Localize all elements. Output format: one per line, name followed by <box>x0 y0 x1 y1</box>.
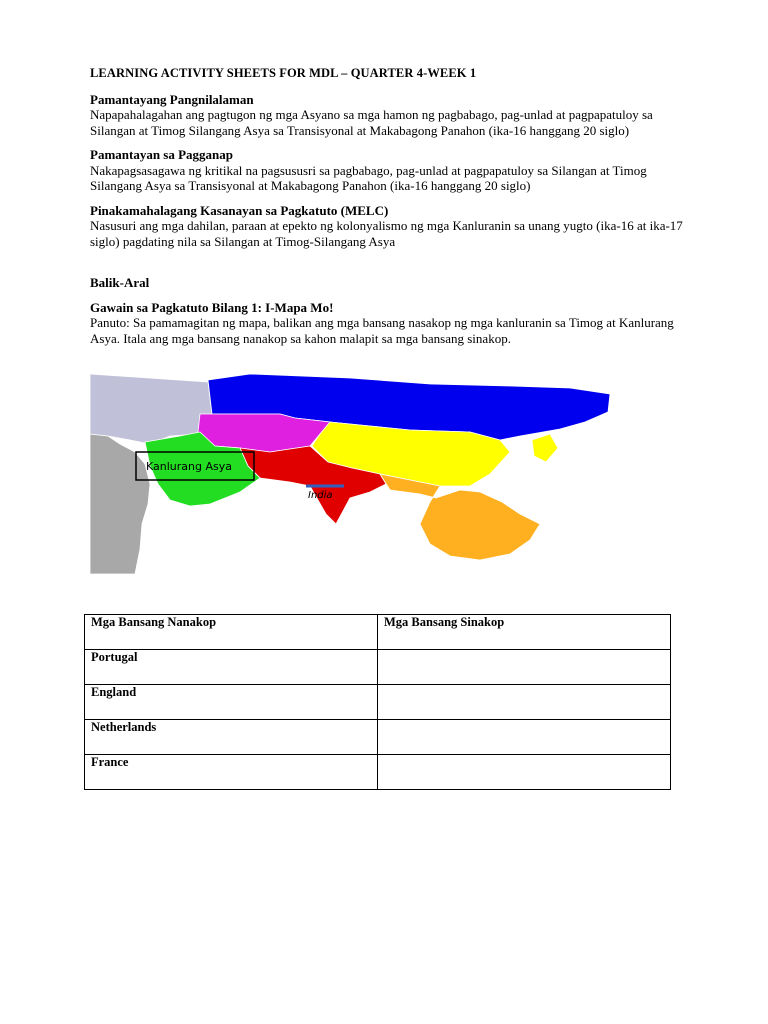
answer-table <box>84 614 671 790</box>
table-row <box>85 685 671 720</box>
section-activity <box>90 300 690 347</box>
west-asia-label: Kanlurang Asya <box>146 460 232 473</box>
table-header-row <box>85 615 671 650</box>
colonizer-cell: France <box>85 755 378 790</box>
india-label: India <box>308 490 333 501</box>
document-title: LEARNING ACTIVITY SHEETS FOR MDL – QUARTER 4-WEEK 1 <box>90 66 477 80</box>
section-body: Nakapagsasagawa ng kritikal na pagsususri sa pagbabago, pag-unlad at pagpapatuloy sa Silangan at Timog Silangang Asya sa Transisyonal at Makabagong Panahon (ika-16 hanggang 20 siglo) <box>90 162 647 193</box>
review-heading: Balik-Aral <box>90 275 150 290</box>
colonized-answer-cell[interactable] <box>378 650 671 685</box>
section-body: Napapahalagahan ang pagtugon ng mga Asyano sa mga hamon ng pagbabago, pag-unlad at pagpapatuloy sa Silangan at Timog Silangang Asya sa Transisyonal at Makabagong Panahon (ika-16 hanggang 20 siglo) <box>90 107 653 138</box>
table-header-cell: Mga Bansang Nanakop <box>85 615 378 650</box>
section-content-standard <box>90 92 690 139</box>
colonizer-cell: Netherlands <box>85 720 378 755</box>
asia-map <box>90 374 626 574</box>
colonizer-cell: England <box>85 685 378 720</box>
worksheet-text <box>90 66 690 355</box>
activity-instructions: Panuto: Sa pamamagitan ng mapa, balikan ang mga bansang nasakop ng mga kanluranin sa Timog at Kanlurang Asya. Itala ang mga bansang nanakop sa kahon malapit sa mga bansang sinakop. <box>90 315 674 346</box>
section-heading: Pinakamahalagang Kasanayan sa Pagkatuto (MELC) <box>90 202 389 218</box>
colonized-answer-cell[interactable] <box>378 755 671 790</box>
table-row <box>85 755 671 790</box>
section-heading: Pamantayan sa Pagganap <box>90 147 234 162</box>
section-melc <box>90 203 690 250</box>
section-review <box>90 275 690 291</box>
section-body: Nasusuri ang mga dahilan, paraan at epekto ng kolonyalismo ng mga Kanluranin sa unang yugto (ika-16 at ika-17 siglo) pagdating nila sa Silangan at Timog-Silangang Asya <box>90 218 683 249</box>
section-heading: Pamantayang Pangnilalaman <box>90 91 254 107</box>
table-row <box>85 650 671 685</box>
section-performance-standard <box>90 147 690 194</box>
colonizer-cell: Portugal <box>85 650 378 685</box>
table-row <box>85 720 671 755</box>
activity-heading: Gawain sa Pagkatuto Bilang 1: I-Mapa Mo! <box>90 299 334 315</box>
table-header-cell: Mga Bansang Sinakop <box>378 615 671 650</box>
colonized-answer-cell[interactable] <box>378 685 671 720</box>
colonized-answer-cell[interactable] <box>378 720 671 755</box>
